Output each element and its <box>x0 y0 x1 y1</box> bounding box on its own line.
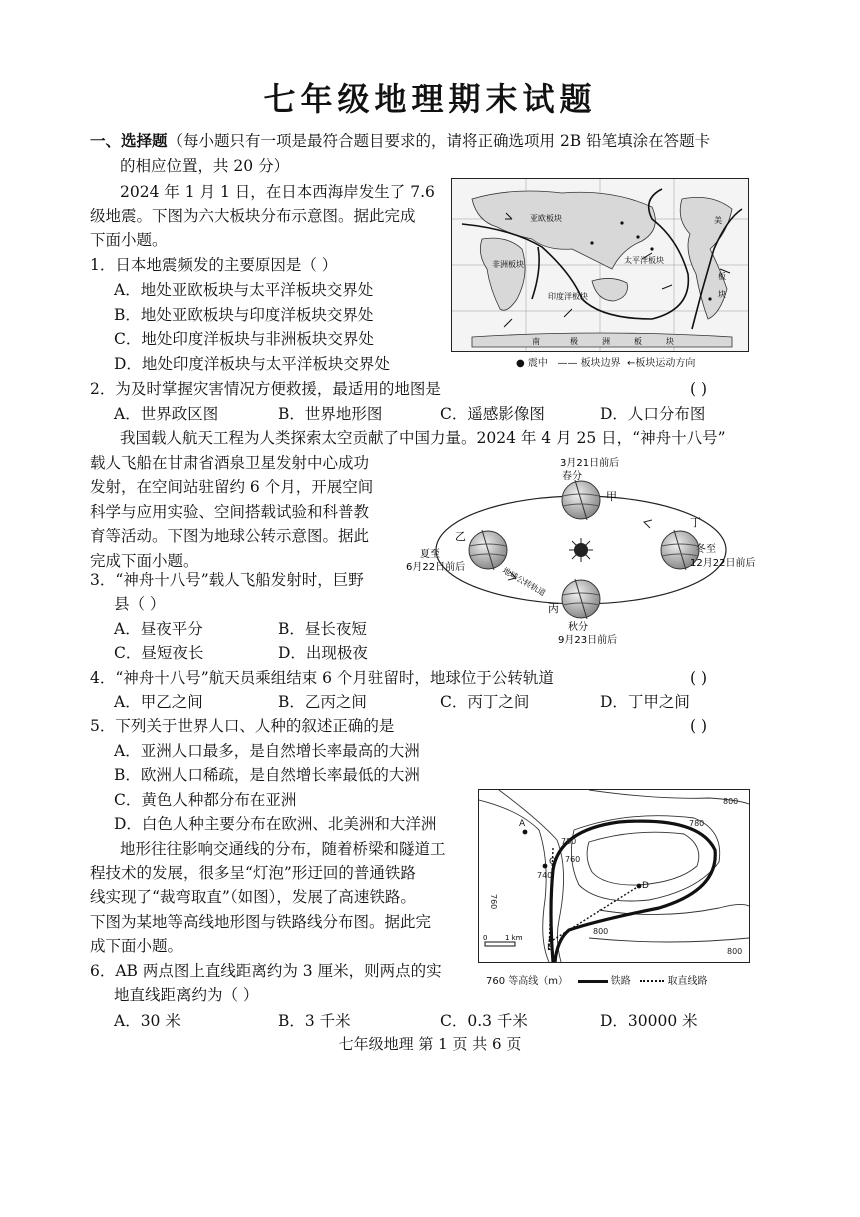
plate-label-africa: 非洲板块 <box>492 260 524 269</box>
q3-option-a: A．昼夜平分 <box>114 620 203 638</box>
passage2-line3: 发射，在空间站驻留约 6 个月，开展空间 <box>90 478 374 496</box>
orbit-left-date: 6月22日前后 <box>406 562 466 573</box>
orbit-bottom-mark: 丙 <box>548 602 559 615</box>
q4-stem: 4．“神舟十八号”航天员乘组结束 6 个月驻留时，地球位于公转轨道 <box>90 669 554 687</box>
scale-bar <box>483 934 523 946</box>
plate-label-indian: 印度洋板块 <box>548 292 588 301</box>
orbit-top-term: 春分 <box>562 471 582 482</box>
q1-option-d: D．地处印度洋板块与太平洋板块交界处 <box>114 355 390 373</box>
q1-option-c: C．地处印度洋板块与非洲板块交界处 <box>114 330 374 348</box>
q1-option-b: B．地处亚欧板块与印度洋板块交界处 <box>114 306 374 324</box>
q4-option-b: B．乙丙之间 <box>278 693 367 711</box>
plate-label-pacific: 太平洋板块 <box>624 256 664 265</box>
q4-option-d: D．丁甲之间 <box>600 693 690 711</box>
point-a: A <box>519 819 526 829</box>
plate-map-svg <box>452 179 748 351</box>
page-title: 七年级地理期末试题 <box>263 80 597 118</box>
q6-option-d: D．30000 米 <box>600 1012 698 1030</box>
contour-label-760-side: 760 <box>489 894 498 910</box>
passage1-line1: 2024 年 1 月 1 日，在日本西海岸发生了 7.6 <box>120 183 435 201</box>
plate-label-eurasia: 亚欧板块 <box>530 214 562 223</box>
plate-label-zhou: 洲 <box>602 337 610 346</box>
passage2-line2: 载人飞船在甘肃省酒泉卫星发射中心成功 <box>90 454 370 472</box>
contour-map-figure <box>478 789 750 963</box>
section-heading: 一、选择题 <box>90 131 168 150</box>
scale-one-km: 1 km <box>505 934 523 942</box>
passage1-line2: 级地震。下图为六大板块分布示意图。据此完成 <box>90 207 416 225</box>
q2-answer-paren: ( ) <box>690 380 708 398</box>
orbit-right-term: 冬至 <box>696 544 716 555</box>
contour-label-780-left: 780 <box>561 837 577 846</box>
q3-stem-line2: 县（ ） <box>114 595 166 613</box>
legend-contour: 760 等高线（m） <box>486 976 569 987</box>
q5-option-d: D．白色人种主要分布在欧洲、北美洲和大洋洲 <box>114 815 437 833</box>
plate-label-kuai: 块 <box>718 290 726 299</box>
page-footer: 七年级地理 第 1 页 共 6 页 <box>338 1035 522 1053</box>
q3-option-b: B．昼长夜短 <box>278 620 367 638</box>
section-instruction-line-2: 的相应位置，共 20 分） <box>120 157 290 175</box>
plate-map-legend <box>516 354 695 369</box>
contour-map-svg <box>479 790 749 962</box>
contour-label-800-mid: 800 <box>593 927 609 936</box>
orbit-svg <box>400 452 762 648</box>
q3-option-d: D．出现极夜 <box>278 644 368 662</box>
legend-straight: 取直线路 <box>667 976 708 987</box>
contour-label-800-top: 800 <box>723 797 739 806</box>
contour-label-740: 740 <box>537 871 553 880</box>
earth-top <box>562 480 600 520</box>
plate-label-mei: 美 <box>714 216 722 225</box>
q2-option-c: C．遥感影像图 <box>440 405 545 423</box>
q4-option-a: A．甲乙之间 <box>114 693 203 711</box>
legend-rail-symbol <box>578 980 608 983</box>
q4-option-c: C．丙丁之间 <box>440 693 530 711</box>
q3-stem-line1: 3．“神舟十八号”载人飞船发射时，巨野 <box>90 571 364 589</box>
plate-label-ban2: 板 <box>634 337 642 346</box>
point-b: B <box>547 943 554 953</box>
q2-option-b: B．世界地形图 <box>278 405 383 423</box>
q2-option-a: A．世界政区图 <box>114 405 219 423</box>
q1-option-a: A．地处亚欧板块与太平洋板块交界处 <box>114 281 374 299</box>
q5-option-a: A．亚洲人口最多，是自然增长率最高的大洲 <box>114 742 420 760</box>
scale-zero: 0 <box>483 934 488 942</box>
legend-straight-symbol <box>640 980 664 982</box>
legend-epicenter: ● 震中 <box>516 358 548 369</box>
orbit-top-date: 3月21日前后 <box>560 458 620 469</box>
q5-option-b: B．欧洲人口稀疏，是自然增长率最低的大洲 <box>114 766 420 784</box>
point-c: C <box>549 857 556 867</box>
contour-legend <box>486 972 707 987</box>
plate-label-ban: 板 <box>718 272 726 281</box>
contour-label-780-right: 780 <box>689 819 705 828</box>
orbit-top-mark: 甲 <box>606 490 617 503</box>
passage2-line6: 完成下面小题。 <box>90 552 199 570</box>
q5-answer-paren: ( ) <box>690 717 708 735</box>
passage3-line2: 程技术的发展，很多呈“灯泡”形迂回的普通铁路 <box>90 864 416 882</box>
q4-answer-paren: ( ) <box>690 669 708 687</box>
q3-option-c: C．昼短夜长 <box>114 644 204 662</box>
passage1-line3: 下面小题。 <box>90 231 168 249</box>
orbit-left-term: 夏至 <box>420 549 440 560</box>
q1-stem: 1．日本地震频发的主要原因是（ ） <box>90 256 338 274</box>
passage3-line1: 地形往往影响交通线的分布，随着桥梁和隧道工 <box>120 840 446 858</box>
q6-option-b: B．3 千米 <box>278 1012 351 1030</box>
orbit-right-date: 12月22日前后 <box>690 558 756 569</box>
plate-label-ji: 极 <box>570 337 578 346</box>
q6-option-c: C．0.3 千米 <box>440 1012 528 1030</box>
legend-rail: 铁路 <box>610 976 631 987</box>
orbit-bottom-term: 秋分 <box>568 622 588 633</box>
orbit-bottom-date: 9月23日前后 <box>558 635 618 646</box>
legend-boundary: —— 板块边界 <box>557 358 621 369</box>
plate-label-nan: 南 <box>532 337 540 346</box>
passage2-line4: 科学与应用实验、空间搭载试验和科普教 <box>90 503 370 521</box>
orbit-right-mark: 丁 <box>690 516 701 529</box>
passage3-line3: 线实现了“裁弯取直”（如图），发展了高速铁路。 <box>90 888 416 906</box>
section-instruction: （每小题只有一项是最符合题目要求的，请将正确选项用 2B 铅笔填涂在答题卡 <box>167 132 711 150</box>
passage3-line4: 下图为某地等高线地形图与铁路线分布图。据此完 <box>90 913 432 931</box>
orbit-track-label: 地球公转轨道 <box>501 565 548 598</box>
plate-map-figure <box>451 178 749 352</box>
passage3-line5: 成下面小题。 <box>90 937 184 955</box>
section-instruction-line-1 <box>90 131 710 151</box>
earth-bottom <box>562 579 600 619</box>
passage2-line1: 我国载人航天工程为人类探索太空贡献了中国力量。2024 年 4 月 25 日，“神舟十八号” <box>120 429 726 447</box>
sun-icon <box>569 538 593 562</box>
point-d: D <box>642 881 649 891</box>
q6-stem-line1: 6．AB 两点图上直线距离约为 3 厘米，则两点的实 <box>90 962 442 980</box>
orbit-left-mark: 乙 <box>455 530 466 543</box>
q5-option-c: C．黄色人种都分布在亚洲 <box>114 791 297 809</box>
q6-stem-line2: 地直线距离约为（ ） <box>114 986 259 1004</box>
q6-option-a: A．30 米 <box>114 1012 181 1030</box>
q5-stem: 5．下列关于世界人口、人种的叙述正确的是 <box>90 717 395 735</box>
q2-option-d: D．人口分布图 <box>600 405 706 423</box>
contour-label-760-left: 760 <box>565 855 581 864</box>
passage2-line5: 育等活动。下图为地球公转示意图。据此 <box>90 527 370 545</box>
earth-left <box>469 530 507 570</box>
contour-label-800-bottom: 800 <box>727 947 743 956</box>
q2-stem: 2．为及时掌握灾害情况方便救援，最适用的地图是 <box>90 380 441 398</box>
orbit-figure <box>400 452 762 648</box>
plate-label-kuai2: 块 <box>666 337 674 346</box>
legend-motion: ←板块运动方向 <box>627 358 696 369</box>
